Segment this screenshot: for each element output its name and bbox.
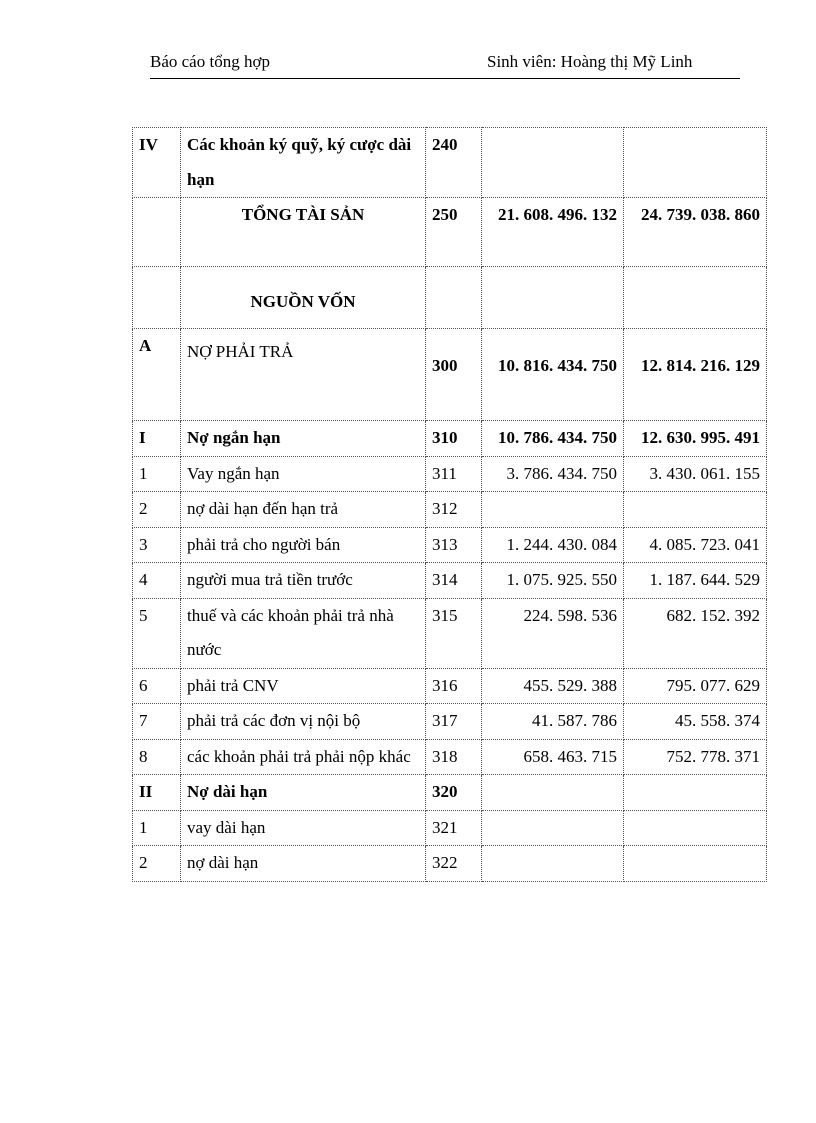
row-value-end: 24. 739. 038. 860 <box>624 198 767 267</box>
row-name: người mua trả tiền trước <box>181 563 426 599</box>
row-index: A <box>133 329 181 421</box>
page-header <box>150 52 740 79</box>
table-row <box>133 456 767 492</box>
row-value-end <box>624 267 767 329</box>
row-value-end: 45. 558. 374 <box>624 704 767 740</box>
row-value-end: 682. 152. 392 <box>624 598 767 668</box>
row-value-begin: 10. 786. 434. 750 <box>482 421 624 457</box>
row-index <box>133 267 181 329</box>
row-value-end: 1. 187. 644. 529 <box>624 563 767 599</box>
row-value-begin <box>482 810 624 846</box>
row-value-end <box>624 846 767 882</box>
row-code <box>426 267 482 329</box>
row-code: 320 <box>426 775 482 811</box>
row-value-end: 12. 814. 216. 129 <box>624 329 767 421</box>
row-code: 314 <box>426 563 482 599</box>
row-code: 312 <box>426 492 482 528</box>
row-name: nợ dài hạn đến hạn trả <box>181 492 426 528</box>
row-name: Nợ dài hạn <box>181 775 426 811</box>
balance-sheet-table <box>132 127 767 882</box>
table-row <box>133 846 767 882</box>
row-code: 317 <box>426 704 482 740</box>
row-value-end: 12. 630. 995. 491 <box>624 421 767 457</box>
row-name: Nợ ngắn hạn <box>181 421 426 457</box>
row-name: NGUỒN VỐN <box>181 267 426 329</box>
row-index: 6 <box>133 668 181 704</box>
row-name: thuế và các khoản phải trả nhà nước <box>181 598 426 668</box>
row-index: 4 <box>133 563 181 599</box>
report-title: Báo cáo tổng hợp <box>150 52 270 71</box>
row-name: Vay ngắn hạn <box>181 456 426 492</box>
row-index: IV <box>133 128 181 198</box>
row-name: NỢ PHẢI TRẢ <box>181 329 426 421</box>
row-value-begin: 41. 587. 786 <box>482 704 624 740</box>
row-value-begin: 658. 463. 715 <box>482 739 624 775</box>
row-code: 318 <box>426 739 482 775</box>
row-index <box>133 198 181 267</box>
row-code: 322 <box>426 846 482 882</box>
table-row <box>133 527 767 563</box>
row-code: 310 <box>426 421 482 457</box>
table-row <box>133 775 767 811</box>
row-value-end <box>624 128 767 198</box>
table-row <box>133 810 767 846</box>
row-value-begin: 1. 075. 925. 550 <box>482 563 624 599</box>
row-index: 1 <box>133 810 181 846</box>
student-name: Sinh viên: Hoàng thị Mỹ Linh <box>487 52 693 71</box>
row-index: 1 <box>133 456 181 492</box>
row-value-begin <box>482 492 624 528</box>
table-row <box>133 739 767 775</box>
row-value-end <box>624 492 767 528</box>
table-row <box>133 267 767 329</box>
table-row <box>133 421 767 457</box>
row-value-begin: 21. 608. 496. 132 <box>482 198 624 267</box>
row-index: 7 <box>133 704 181 740</box>
row-index: I <box>133 421 181 457</box>
row-value-begin <box>482 775 624 811</box>
table-row <box>133 563 767 599</box>
row-value-begin: 10. 816. 434. 750 <box>482 329 624 421</box>
row-name: phải trả các đơn vị nội bộ <box>181 704 426 740</box>
row-code: 250 <box>426 198 482 267</box>
row-value-end: 752. 778. 371 <box>624 739 767 775</box>
row-index: 8 <box>133 739 181 775</box>
row-name: vay dài hạn <box>181 810 426 846</box>
row-index: 2 <box>133 492 181 528</box>
row-code: 311 <box>426 456 482 492</box>
table-row <box>133 128 767 198</box>
table-row <box>133 668 767 704</box>
row-value-end: 3. 430. 061. 155 <box>624 456 767 492</box>
row-name: phải trả CNV <box>181 668 426 704</box>
table-row <box>133 704 767 740</box>
row-name: Các khoản ký quỹ, ký cược dài hạn <box>181 128 426 198</box>
row-value-begin: 3. 786. 434. 750 <box>482 456 624 492</box>
row-value-end <box>624 810 767 846</box>
row-value-end <box>624 775 767 811</box>
row-code: 313 <box>426 527 482 563</box>
row-code: 316 <box>426 668 482 704</box>
table-row <box>133 598 767 668</box>
row-value-begin: 455. 529. 388 <box>482 668 624 704</box>
table-row <box>133 198 767 267</box>
row-index: 5 <box>133 598 181 668</box>
row-code: 315 <box>426 598 482 668</box>
row-index: 3 <box>133 527 181 563</box>
table-row <box>133 329 767 421</box>
row-value-begin <box>482 846 624 882</box>
row-name: các khoản phải trả phải nộp khác <box>181 739 426 775</box>
row-index: 2 <box>133 846 181 882</box>
row-index: II <box>133 775 181 811</box>
row-name: phải trả cho người bán <box>181 527 426 563</box>
row-code: 300 <box>426 329 482 421</box>
row-value-end: 4. 085. 723. 041 <box>624 527 767 563</box>
table-row <box>133 492 767 528</box>
row-value-begin <box>482 128 624 198</box>
row-value-end: 795. 077. 629 <box>624 668 767 704</box>
row-value-begin: 224. 598. 536 <box>482 598 624 668</box>
row-value-begin: 1. 244. 430. 084 <box>482 527 624 563</box>
row-code: 321 <box>426 810 482 846</box>
row-value-begin <box>482 267 624 329</box>
row-code: 240 <box>426 128 482 198</box>
row-name: TỔNG TÀI SẢN <box>181 198 426 267</box>
row-name: nợ dài hạn <box>181 846 426 882</box>
